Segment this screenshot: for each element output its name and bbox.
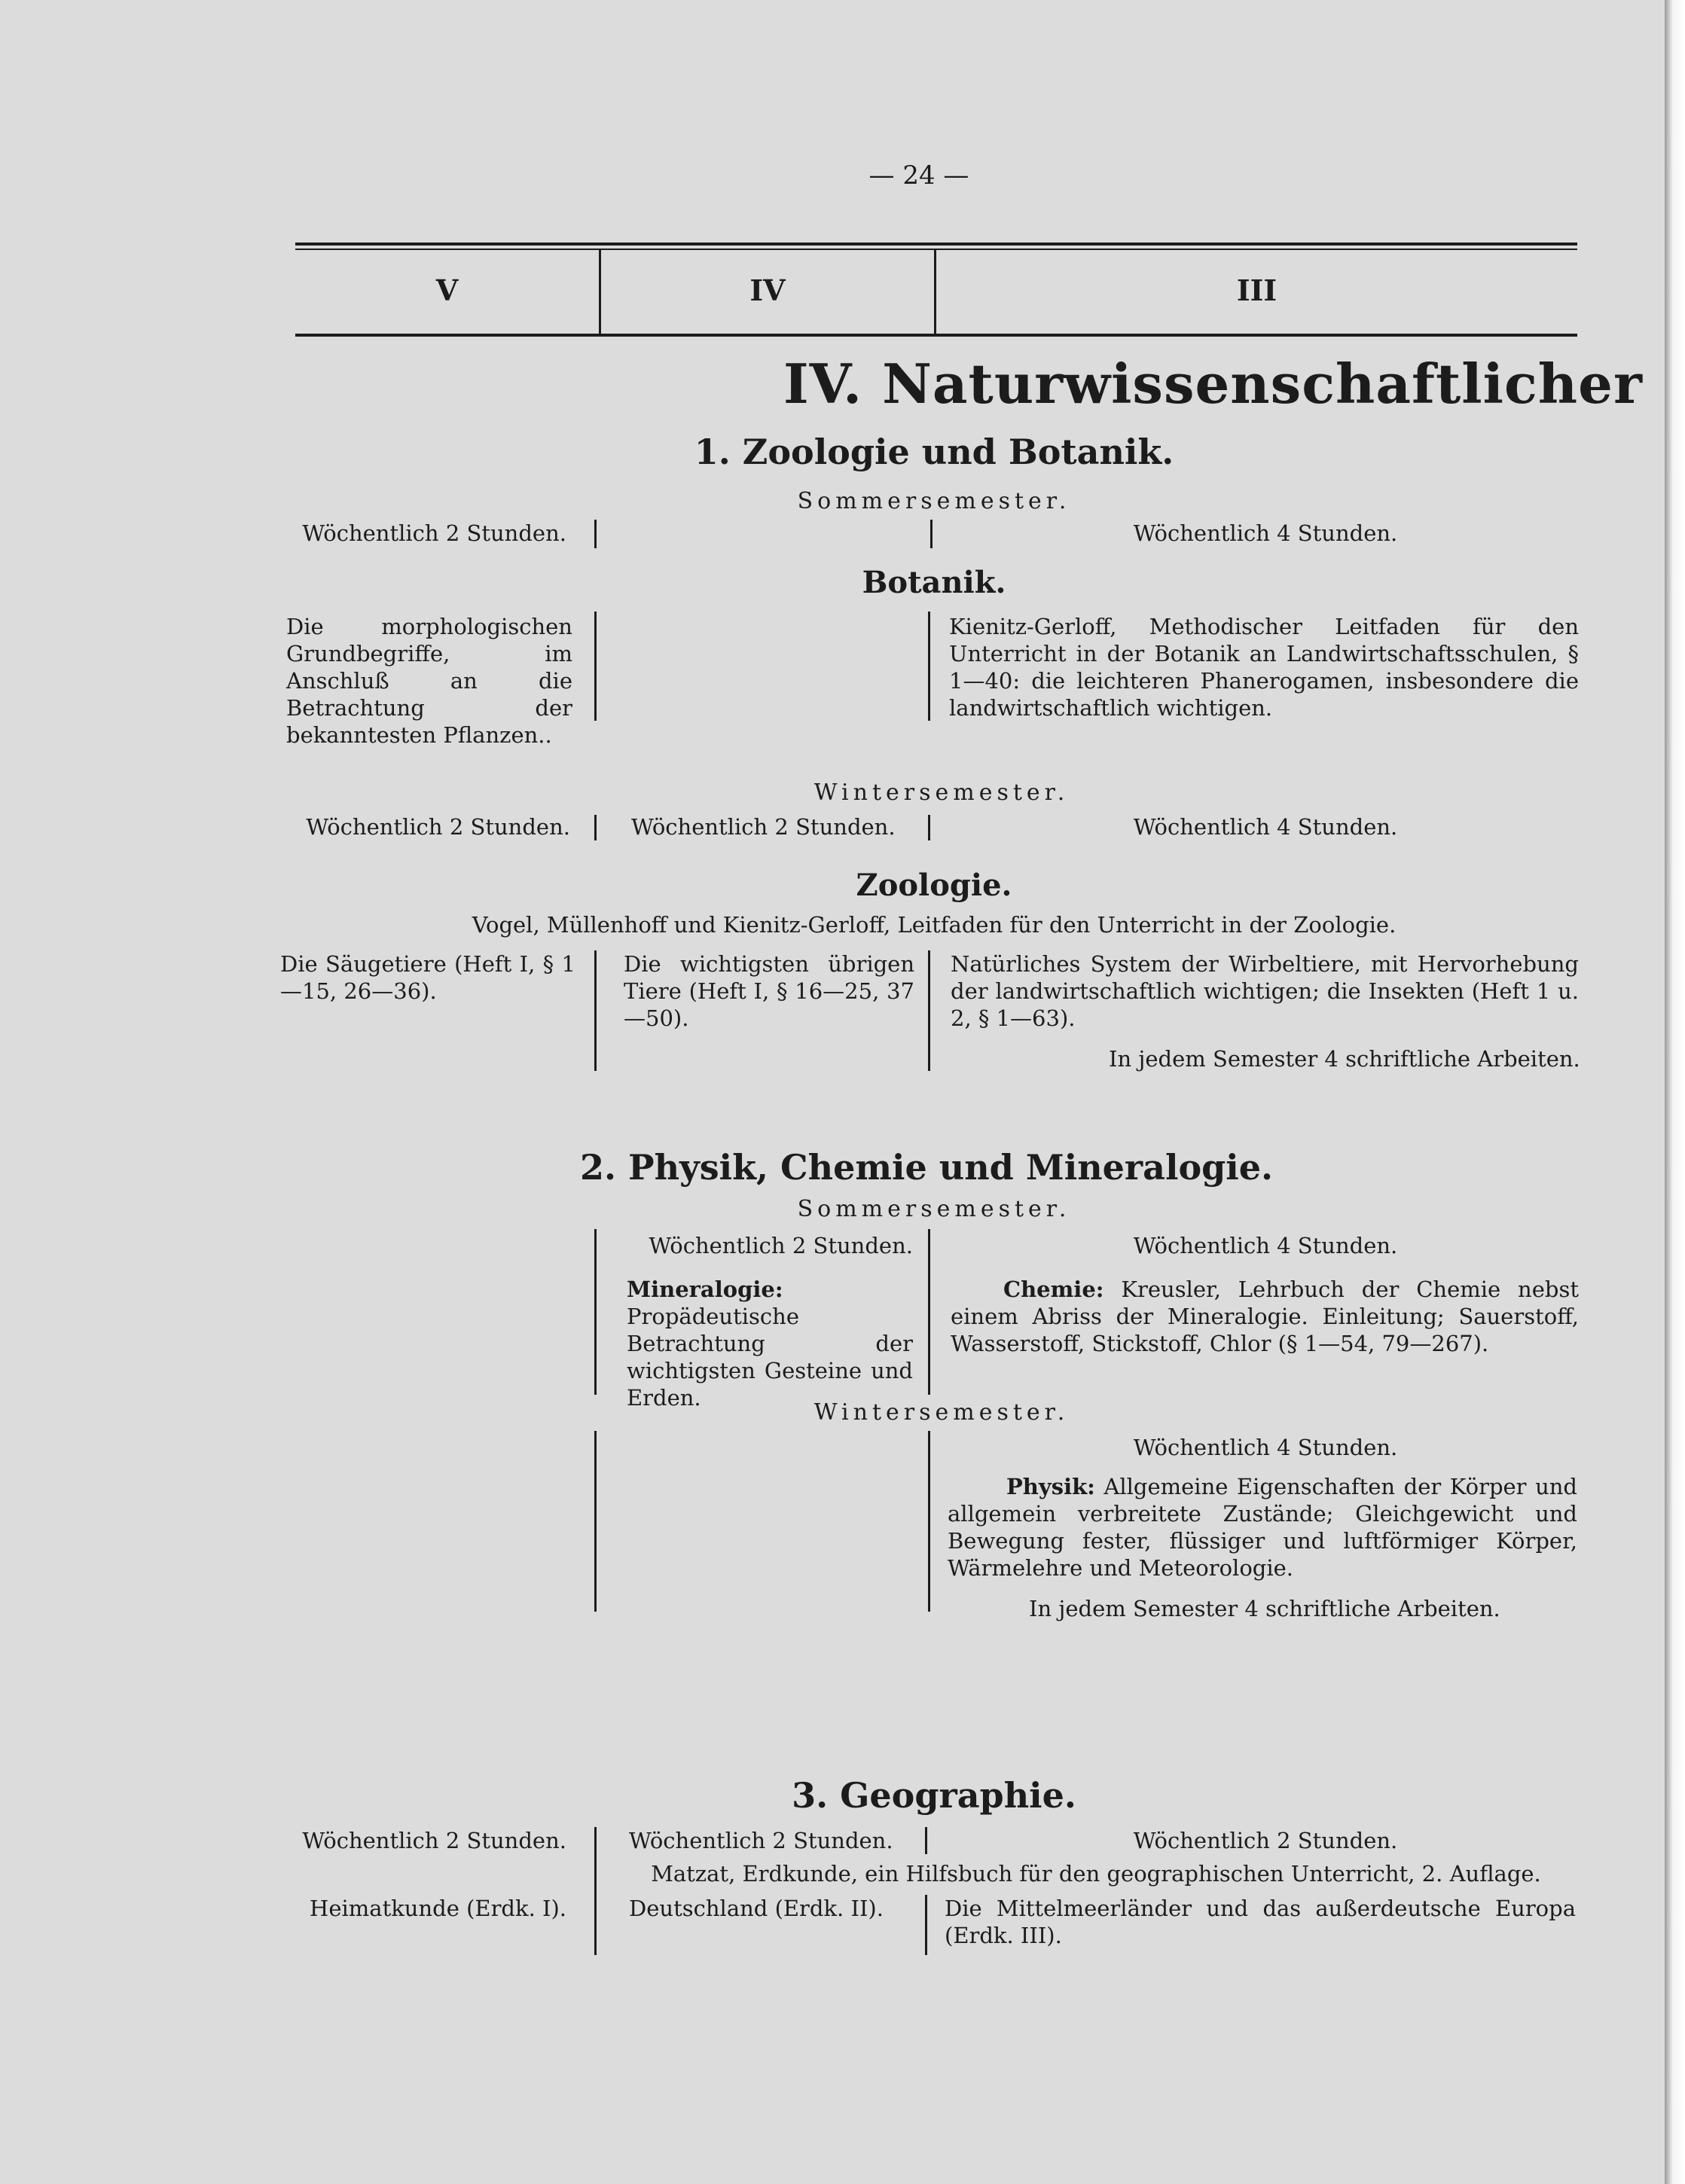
section-title-geographie: 3. Geographie. — [792, 1775, 1076, 1816]
geographie-v-text: Heimatkunde (Erdk. I). — [310, 1896, 566, 1921]
physik-block — [948, 1473, 1577, 1582]
header-top-rule — [295, 242, 1577, 246]
divider-g-b-top — [925, 1827, 927, 1854]
header-bottom-rule — [295, 334, 1577, 337]
chemie-label: Chemie: — [1003, 1277, 1104, 1302]
botanik-heading: Botanik. — [862, 565, 1006, 600]
divider-botanik-b — [928, 612, 930, 721]
column-header-v: V — [435, 273, 459, 307]
winter-label-2: Wintersemester. — [814, 1399, 1070, 1426]
divider-s2-b — [928, 1229, 930, 1395]
hours-iii-summer-1: Wöchentlich 4 Stunden. — [1133, 520, 1398, 546]
zoologie-iv-text: Die wichtigsten übrigen Tiere (Heft I, § 16—25, 37—50). — [624, 951, 914, 1031]
hours-iii-geographie: Wöchentlich 2 Stunden. — [1133, 1828, 1398, 1853]
divider-g-b-bottom — [925, 1895, 927, 1955]
divider-g-a — [594, 1827, 597, 1955]
hours-iv-winter-1: Wöchentlich 2 Stunden. — [631, 814, 896, 840]
chemie-block — [951, 1276, 1579, 1357]
hours-iii-winter-1: Wöchentlich 4 Stunden. — [1133, 814, 1398, 840]
hours-v-summer-1: Wöchentlich 2 Stunden. — [302, 520, 566, 546]
zoologie-v-text: Die Säugetiere (Heft I, § 1—15, 26—36). — [280, 951, 575, 1004]
column-header-iii: III — [1236, 273, 1277, 307]
hours-iii-winter-2: Wöchentlich 4 Stunden. — [1133, 1435, 1398, 1460]
geographie-iii-text: Die Mittelmeerländer und das außerdeutsche Europa (Erdk. III). — [945, 1896, 1576, 1948]
botanik-iii-text: Kienitz-Gerloff, Methodischer Leitfaden für den Unterricht in der Botanik an Landwirtschaftsschulen, § 1—40: die leichteren Phanerogamen, insbesondere die landwirtschaftlich wichtigen. — [949, 614, 1579, 721]
mineralogie-block — [627, 1276, 913, 1411]
physik-text: Allgemeine Eigenschaften der Körper und allgemein verbreitete Zustände; Gleichgewicht und Bewegung fester, flüssiger und luftförmiger Körper, Wärmelehre und Meteorologie. — [948, 1474, 1577, 1581]
geographie-iv-text: Deutschland (Erdk. II). — [629, 1896, 884, 1921]
divider-zoologie-b — [928, 950, 930, 1071]
divider-s1-b — [930, 520, 933, 548]
hours-iv-summer-2: Wöchentlich 2 Stunden. — [649, 1233, 913, 1258]
divider-w1-a — [594, 815, 597, 840]
zoologie-iii-text: Natürliches System der Wirbeltiere, mit Hervorhebung der landwirtschaftlich wichtigen; die Insekten (Heft 1 u. 2, § 1—63). — [951, 951, 1579, 1031]
hours-v-geographie: Wöchentlich 2 Stunden. — [302, 1828, 566, 1853]
chemie-text: Kreusler, Lehrbuch der Chemie nebst einem Abriss der Mineralogie. Einleitung; Sauerstoff, Wasserstoff, Stickstoff, Chlor (§ 1—54, 79—267). — [951, 1277, 1580, 1356]
page-number: — 24 — — [868, 160, 969, 191]
main-heading: IV. Naturwissenschaftlicher — [783, 352, 1643, 416]
zoologie-book: Vogel, Müllenhoff und Kienitz-Gerloff, Leitfaden für den Unterricht in der Zoologie. — [472, 912, 1397, 938]
botanik-v-text: Die morphologischen Grundbegriffe, im Anschluß an die Betrachtung der bekanntesten Pflanzen.. — [286, 614, 572, 748]
geographie-book: Matzat, Erdkunde, ein Hilfsbuch für den geographischen Unterricht, 2. Auflage. — [651, 1861, 1541, 1887]
divider-w1-b — [928, 815, 930, 840]
mineralogie-label: Mineralogie: — [627, 1277, 783, 1302]
column-header-iv: IV — [749, 273, 786, 307]
summer-label-1: Sommersemester. — [797, 488, 1071, 514]
arbeiten-2: In jedem Semester 4 schriftliche Arbeiten. — [1029, 1596, 1500, 1621]
arbeiten-1: In jedem Semester 4 schriftliche Arbeiten. — [1109, 1046, 1580, 1072]
zoologie-heading: Zoologie. — [856, 868, 1012, 903]
header-top-rule-thin — [295, 249, 1577, 250]
divider-botanik-a — [594, 612, 597, 721]
page-edge — [1665, 0, 1685, 2184]
hours-v-winter-1: Wöchentlich 2 Stunden. — [306, 814, 570, 840]
section-title-zoologie-botanik: 1. Zoologie und Botanik. — [694, 432, 1174, 472]
divider-w2-b — [928, 1431, 930, 1612]
divider-s1-a — [594, 520, 597, 548]
section-title-physik-chemie: 2. Physik, Chemie und Mineralogie. — [579, 1147, 1274, 1188]
hours-iii-summer-2: Wöchentlich 4 Stunden. — [1133, 1233, 1398, 1258]
winter-label-1: Wintersemester. — [814, 779, 1070, 806]
divider-zoologie-a — [594, 950, 597, 1071]
summer-label-2: Sommersemester. — [797, 1196, 1071, 1222]
divider-s2-a — [594, 1229, 597, 1395]
divider-w2-a — [594, 1431, 597, 1612]
hours-iv-geographie: Wöchentlich 2 Stunden. — [629, 1828, 893, 1853]
mineralogie-text: Propädeutische Betrachtung der wichtigsten Gesteine und Erden. — [627, 1304, 913, 1411]
physik-label: Physik: — [1006, 1474, 1095, 1499]
